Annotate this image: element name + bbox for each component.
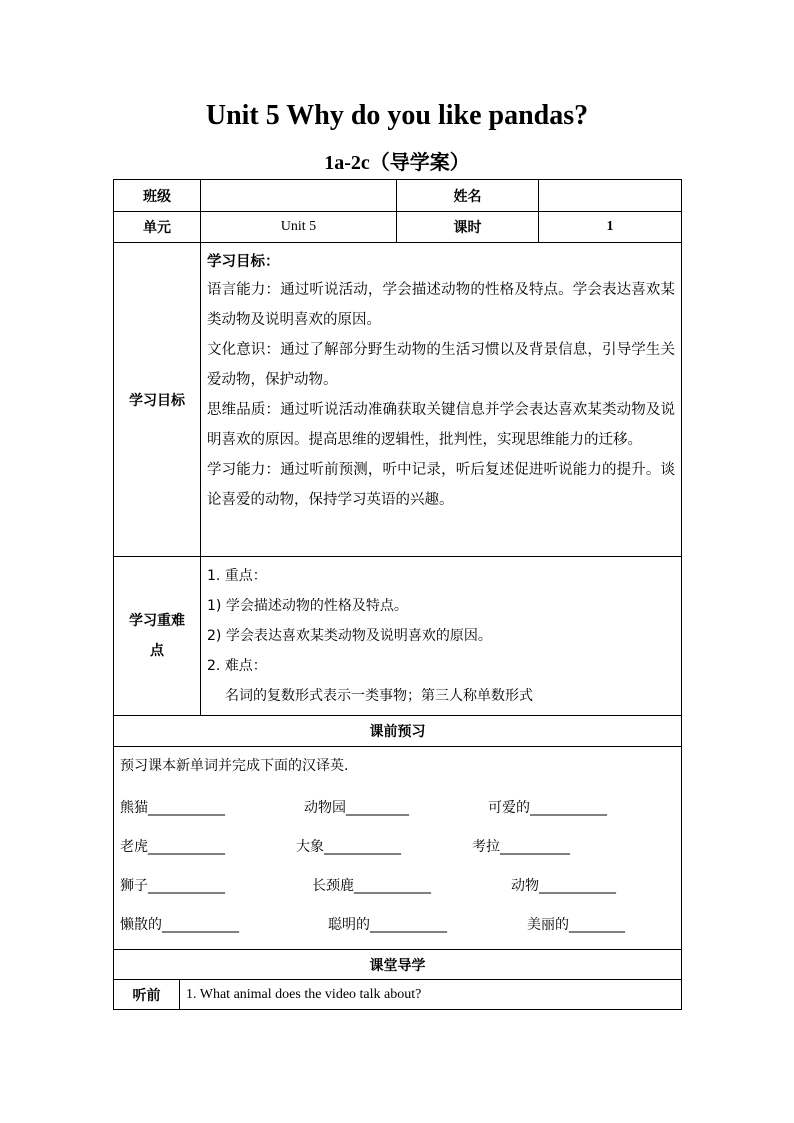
class-label: 班级 (114, 180, 201, 212)
objectives-label: 学习目标 (114, 243, 201, 557)
key-point-line: 1. 重点： (207, 568, 267, 584)
unit-period-row (114, 212, 682, 243)
vocab-item[interactable]: 熊猫___________ (120, 800, 225, 816)
vocab-item[interactable]: 狮子___________ (120, 878, 225, 894)
vocab-item[interactable]: 懒散的___________ (120, 917, 239, 933)
page-title: Unit 5 Why do you like pandas? (205, 100, 589, 131)
listening-row (114, 980, 682, 1010)
unit-label: 单元 (114, 212, 201, 243)
vocab-item[interactable]: 可爱的___________ (488, 800, 607, 816)
preview-instruction: 预习课本新单词并完成下面的汉译英. (120, 758, 349, 774)
objective-language: 语言能力：通过听说活动，学会描述动物的性格及特点。学会表达喜欢某类动物及说明喜欢的原因。 (207, 282, 675, 328)
vocab-item[interactable]: 老虎___________ (120, 839, 225, 855)
study-guide-table (113, 179, 682, 1010)
pre-listening-question: 1. What animal does the video talk about? (180, 980, 682, 1010)
vocab-item[interactable]: 动物___________ (511, 878, 616, 894)
objective-learning: 学习能力：通过听前预测，听中记录，听后复述促进听说能力的提升。谈论喜爱的动物，保持学习英语的兴趣。 (207, 462, 675, 508)
key-point-line: 2. 难点： (207, 658, 267, 674)
key-points-label-line1: 学习重难 (129, 613, 185, 629)
vocab-row (120, 906, 675, 945)
preview-header: 课前预习 (114, 716, 682, 747)
period-label: 课时 (397, 212, 539, 243)
period-value: 1 (539, 212, 682, 243)
key-point-line: 名词的复数形式表示一类事物；第三人称单数形式 (225, 688, 533, 704)
vocab-item[interactable]: 聪明的___________ (328, 917, 447, 933)
name-value-field[interactable] (539, 180, 682, 212)
vocab-item[interactable]: 美丽的________ (527, 917, 625, 933)
vocab-row (120, 789, 675, 828)
objectives-content (201, 243, 682, 557)
objectives-row (114, 243, 682, 557)
class-name-row (114, 180, 682, 212)
vocab-row (120, 828, 675, 867)
page-subtitle: 1a-2c（导学案） (324, 152, 470, 174)
objectives-heading: 学习目标： (207, 254, 280, 270)
key-point-line: 1) 学会描述动物的性格及特点。 (207, 598, 408, 614)
key-points-row (114, 557, 682, 716)
vocab-row (120, 867, 675, 906)
key-points-content (201, 557, 682, 716)
unit-value: Unit 5 (201, 212, 397, 243)
pre-listening-label: 听前 (114, 980, 180, 1010)
vocab-item[interactable]: 考拉__________ (472, 839, 570, 855)
class-value-field[interactable] (201, 180, 397, 212)
preview-row (114, 747, 682, 950)
preview-content (114, 747, 682, 950)
name-label: 姓名 (397, 180, 539, 212)
vocab-item[interactable]: 大象___________ (296, 839, 401, 855)
key-points-label (114, 557, 201, 716)
classroom-header-row (114, 950, 682, 980)
preview-header-row (114, 716, 682, 747)
objective-thinking: 思维品质：通过听说活动准确获取关键信息并学会表达喜欢某类动物及说明喜欢的原因。提高思维的逻辑性，批判性，实现思维能力的迁移。 (207, 402, 675, 448)
objective-culture: 文化意识：通过了解部分野生动物的生活习惯以及背景信息，引导学生关爱动物，保护动物。 (207, 342, 675, 388)
key-point-line: 2) 学会表达喜欢某类动物及说明喜欢的原因。 (207, 628, 492, 644)
vocab-item[interactable]: 长颈鹿___________ (312, 878, 431, 894)
classroom-header: 课堂导学 (114, 950, 682, 980)
vocab-item[interactable]: 动物园_________ (304, 800, 409, 816)
key-points-label-line2: 点 (150, 643, 164, 659)
